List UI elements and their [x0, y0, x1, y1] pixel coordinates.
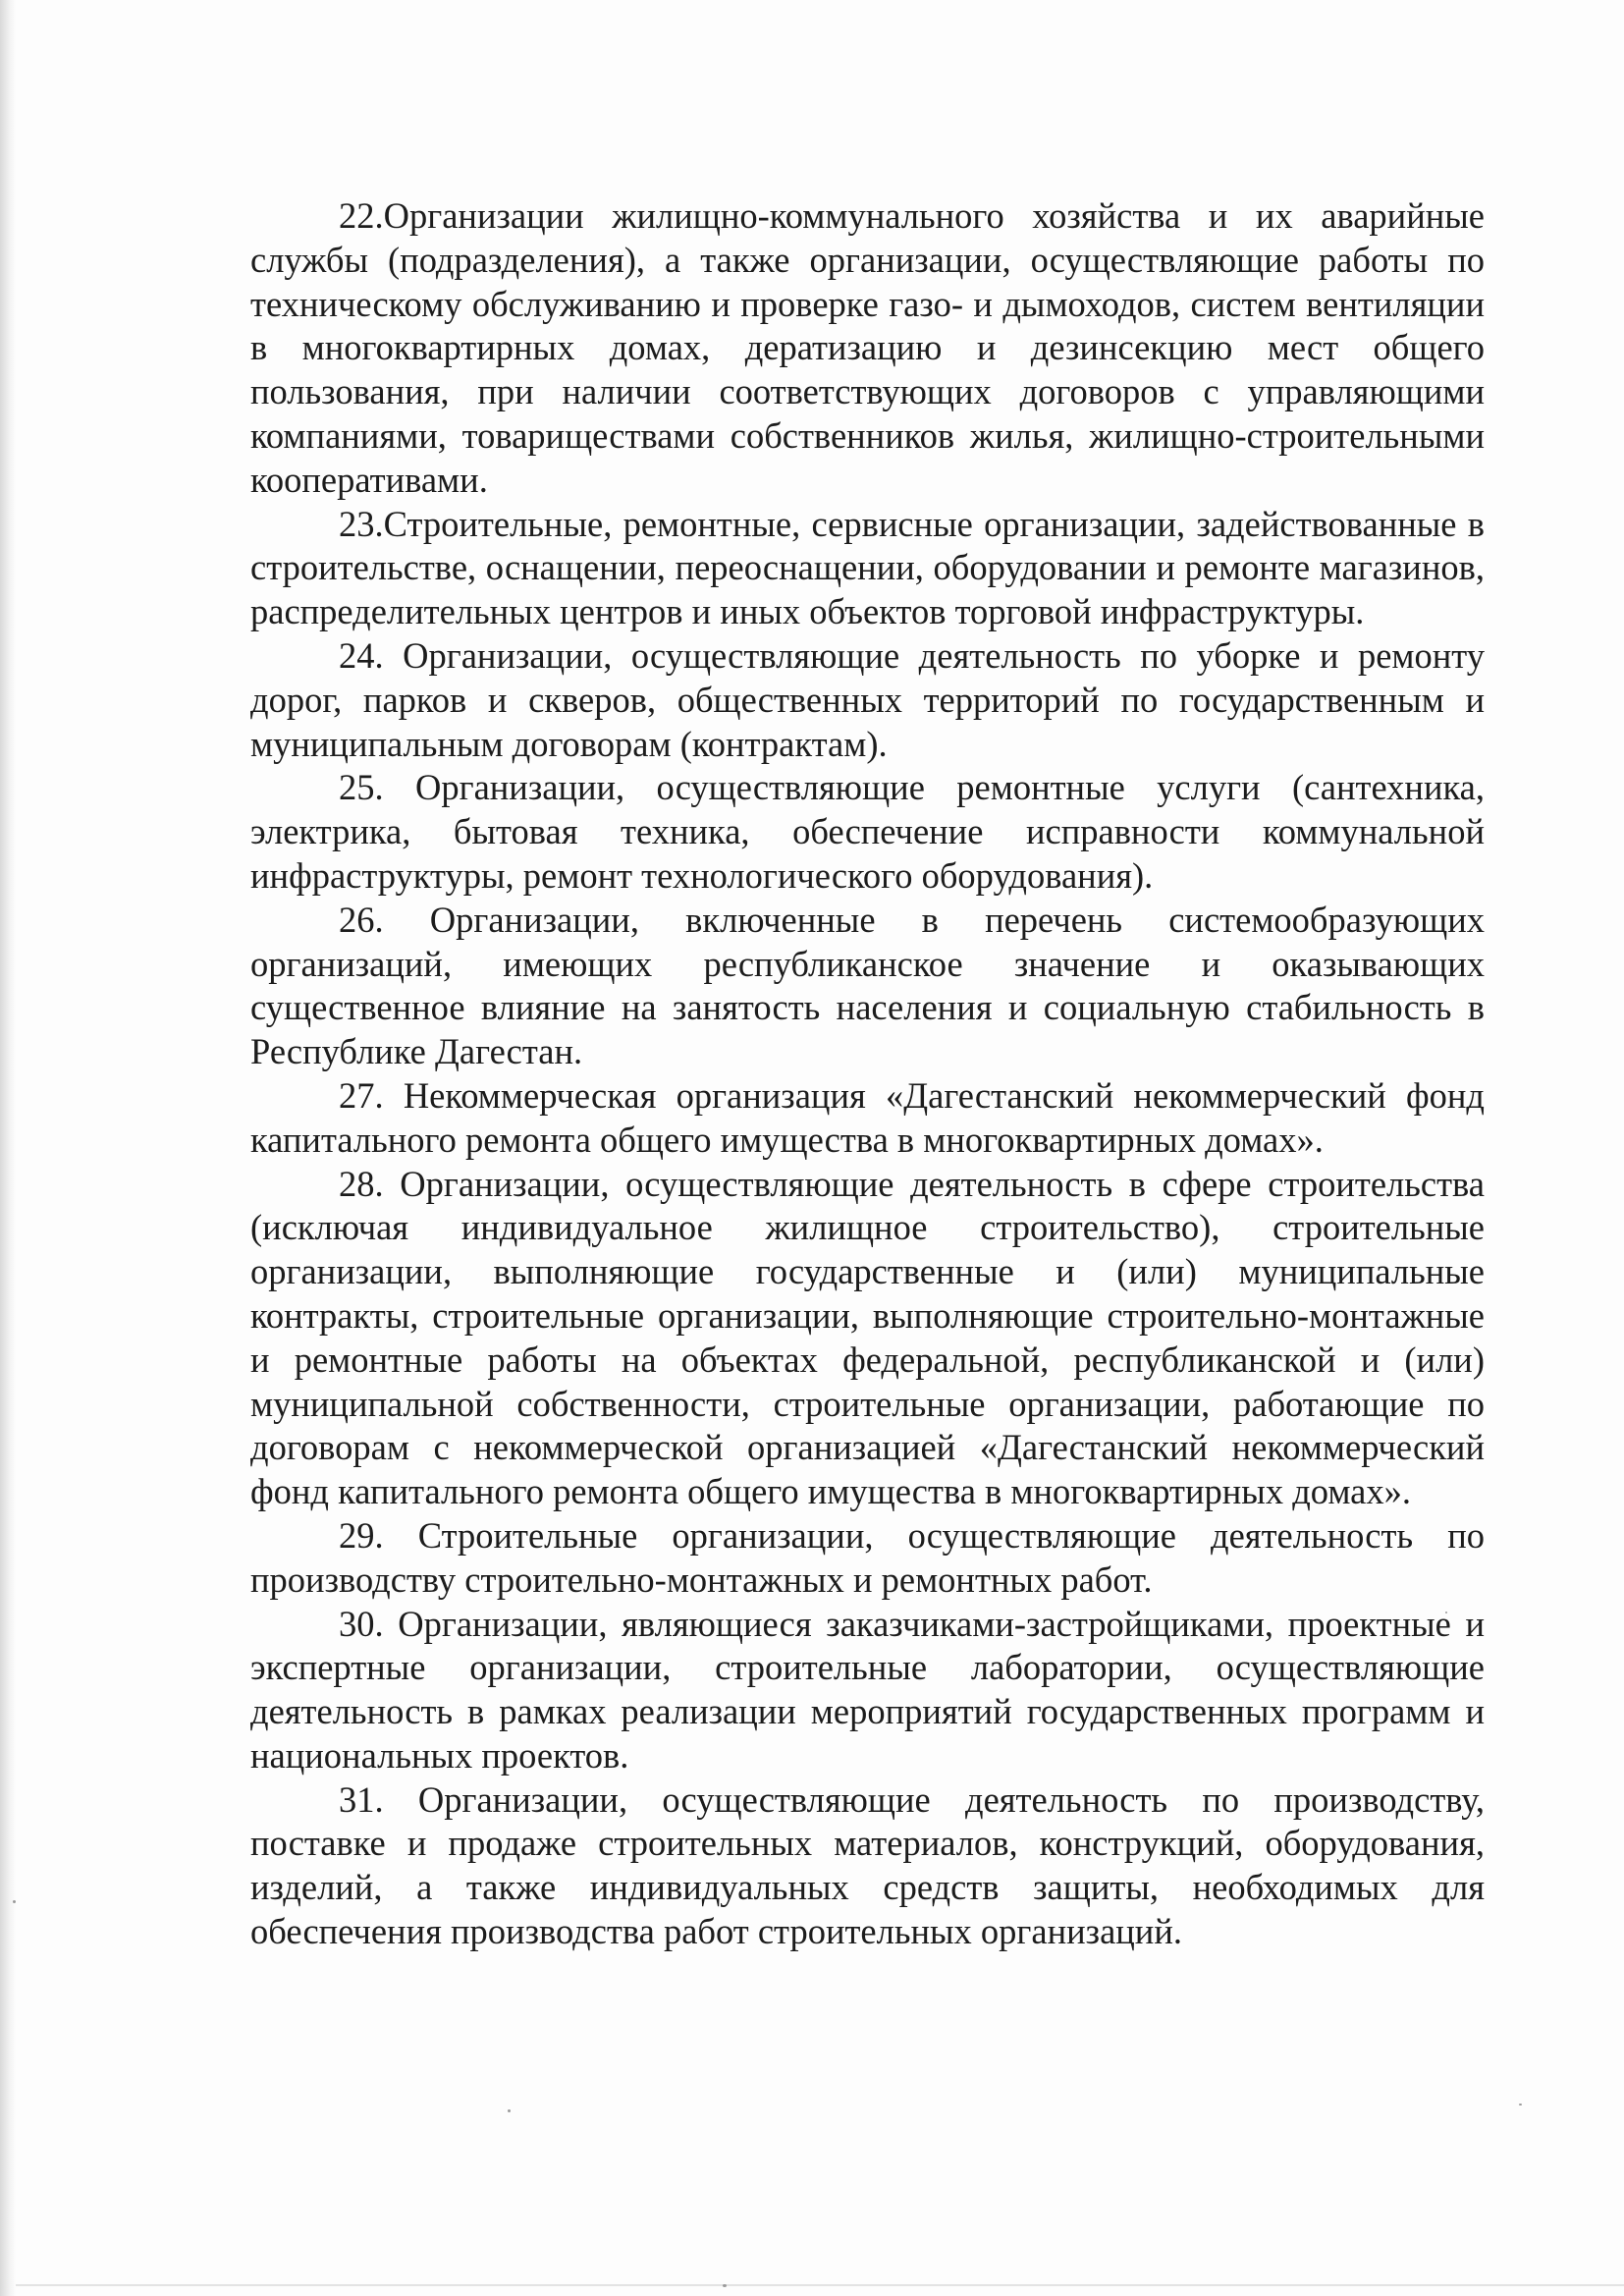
paragraph-item-24: 24. Организации, осуществляющие деятельность по уборке и ремонту дорог, парков и скверов, общественных территорий по государственным и муниципальным договорам (контрактам).: [250, 634, 1485, 764]
scan-speck: [13, 1900, 16, 1903]
scan-speck: [508, 2109, 511, 2112]
paragraph-item-23: 23.Строительные, ремонтные, сервисные организации, задействованные в строительстве, оснащении, переоснащении, оборудовании и ремонте магазинов, распределительных центров и иных объектов торговой инфраструктуры.: [250, 503, 1485, 632]
document-body: [250, 194, 1485, 1954]
scan-speck: [1519, 2104, 1522, 2105]
paragraph-item-30: 30. Организации, являющиеся заказчиками-застройщиками, проектные и экспертные организации, строительные лаборатории, осуществляющие деятельность в рамках реализации мероприятий государственных программ и национальных проектов.: [250, 1603, 1485, 1776]
scan-bottom-edge: [16, 2284, 1624, 2286]
paragraph-item-28: 28. Организации, осуществляющие деятельность в сфере строительства (исключая индивидуальное жилищное строительство), строительные организации, выполняющие государственные и (или) муниципальные контракты, строительные организации, выполняющие строительно-монтажные и ремонтные работы на объектах федеральной, республиканской и (или) муниципальной собственности, строительные организации, работающие по договорам с некоммерческой организацией «Дагестанский некоммерческий фонд капитального ремонта общего имущества в многоквартирных домах».: [250, 1163, 1485, 1512]
scan-left-edge: [0, 0, 16, 2296]
paragraph-item-27: 27. Некоммерческая организация «Дагестанский некоммерческий фонд капитального ремонта общего имущества в многоквартирных домах».: [250, 1074, 1485, 1160]
paragraph-item-26: 26. Организации, включенные в перечень системообразующих организаций, имеющих республиканское значение и оказывающих существенное влияние на занятость населения и социальную стабильность в Республике Дагестан.: [250, 899, 1485, 1072]
paragraph-item-25: 25. Организации, осуществляющие ремонтные услуги (сантехника, электрика, бытовая техника, обеспечение исправности коммунальной инфраструктуры, ремонт технологического оборудования).: [250, 767, 1485, 896]
paragraph-item-31: 31. Организации, осуществляющие деятельность по производству, поставке и продаже строительных материалов, конструкций, оборудования, изделий, а также индивидуальных средств защиты, необходимых для обеспечения производства работ строительных организаций.: [250, 1778, 1485, 1952]
scan-speck: [723, 2284, 727, 2287]
paragraph-item-22: 22.Организации жилищно-коммунального хозяйства и их аварийные службы (подразделения), а также организации, осуществляющие работы по техническому обслуживанию и проверке газо- и дымоходов, систем вентиляции в многоквартирных домах, дератизацию и дезинсекцию мест общего пользования, при наличии соответствующих договоров с управляющими компаниями, товариществами собственников жилья, жилищно-строительными кооперативами.: [250, 195, 1485, 500]
paragraph-item-29: 29. Строительные организации, осуществляющие деятельность по производству строительно-монтажных и ремонтных работ.: [250, 1514, 1485, 1600]
